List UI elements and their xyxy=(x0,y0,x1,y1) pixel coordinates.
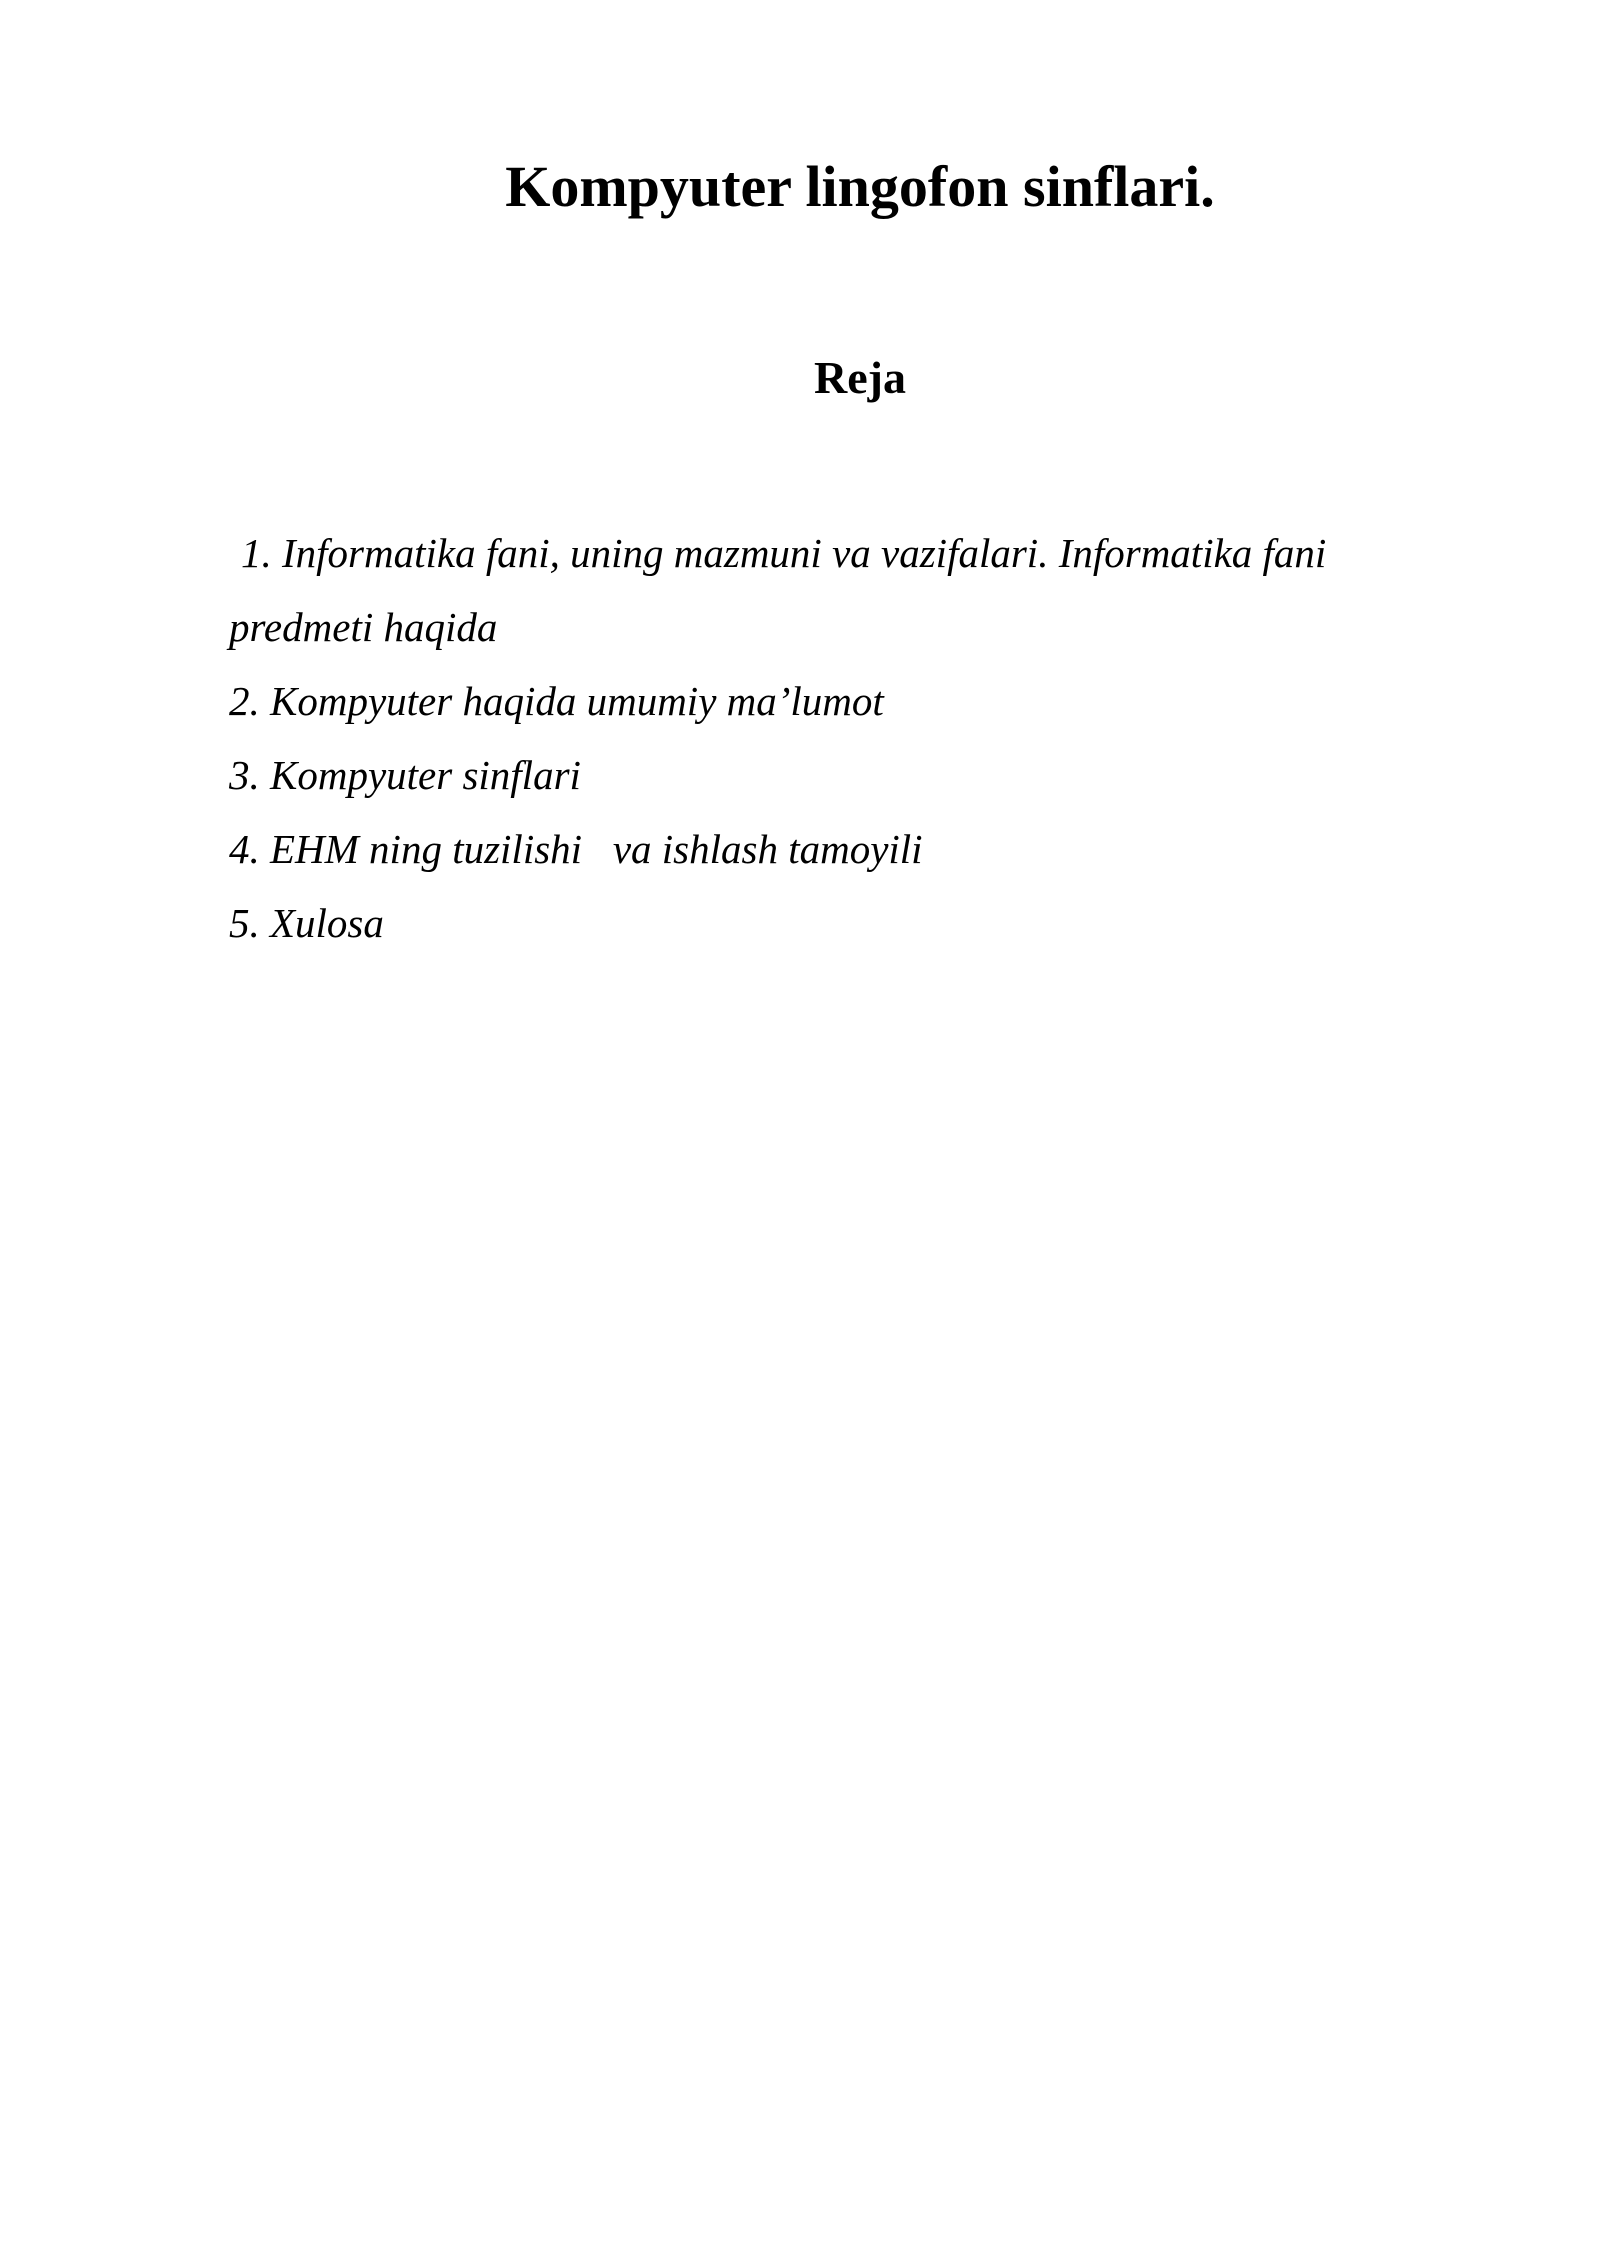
plan-item-2 xyxy=(229,664,1429,738)
plan-heading: Reja xyxy=(814,352,906,403)
document-title: Kompyuter lingofon sinflari. xyxy=(505,154,1215,219)
plan-list xyxy=(229,516,1429,960)
plan-item-2-text: 2. Kompyuter haqida umumiy ma’lumot xyxy=(229,678,884,724)
plan-item-1-line-1: 1. Informatika fani, uning mazmuni va vazifalari. Informatika fani xyxy=(241,530,1327,576)
plan-item-1 xyxy=(229,516,1429,664)
plan-item-3 xyxy=(229,738,1429,812)
plan-item-5 xyxy=(229,886,1429,960)
plan-item-3-text: 3. Kompyuter sinflari xyxy=(229,752,581,798)
plan-item-5-text: 5. Xulosa xyxy=(229,900,384,946)
plan-item-1-line-2: predmeti haqida xyxy=(229,604,498,650)
plan-item-4 xyxy=(229,812,1429,886)
plan-item-4-text: 4. EHM ning tuzilishi va ishlash tamoyili xyxy=(229,826,923,872)
